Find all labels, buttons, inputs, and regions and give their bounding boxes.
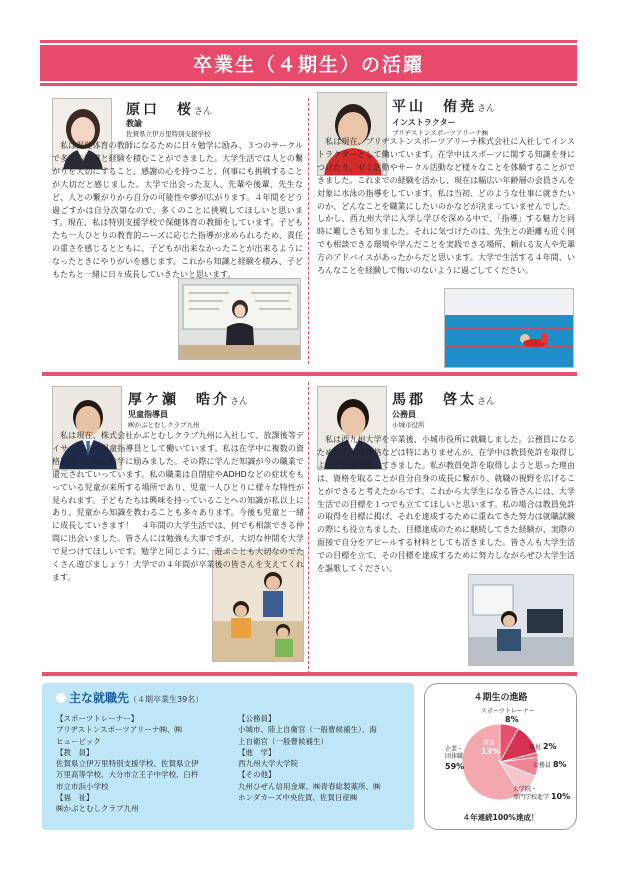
profile-name: 馬郡 啓太 — [392, 392, 477, 408]
pie-label-welfare: 福祉 2% — [529, 742, 557, 751]
profile-role: 児童指導員 — [128, 410, 168, 419]
profile-role: 公務員 — [392, 410, 416, 419]
career-progress-box — [424, 683, 577, 830]
profile-honorific: さん — [230, 397, 249, 407]
profile-name-row — [392, 389, 495, 409]
employer-line: 【福 祉】 — [56, 793, 94, 803]
progress-title: ４期生の進路 — [473, 693, 528, 703]
profile-org: ブリヂストンスポーツアリーナ㈱ — [392, 129, 489, 137]
profile-body-text: 私は現在、ブリヂストンスポーツアリーナ株式会社に入社してインストラクターとして働いています。在学中はスポーツに関する知識を身につけたり、ゼミ活動やサークル活動など様々なことを体験することができました。これまでの経験を活かし、現在は幅広い年齢層の会員さんを対象に水泳の指導をしています。私は当初、どのような仕事に就きたいのか、どんなことを職業にしたいのかなどが決まっていませんでした。しかし、西九州大学に入学し学びを深める中で、「指導」する魅力と同時に難しさも知りました。それに気づけたのは、先生との距離も近く何でも相談できる環境や学んだことを実践できる場所、頼れる友人や先輩方のアドバイスがあったからだと思います。大学で生活する４年間、いろんなことを経験して悔いのないように過ごしてください。 — [317, 137, 575, 276]
profile-body-text: 私は保健体育の教師になるために日々勉学に励み、３つのサークルで多くの知識と経験を積むことができました。大学生活では人との繋がりを大切にすること、感謝の心を持つこと、何事にも挑戦することが大切だと感じました。大学で出会った友人、先輩や後輩、先生など、人との繋がりから自分の可能性や夢が広がります。４年間をどう過ごすかは自分次第なので、多くのことに挑戦してほしいと思います。現在、私は特別支援学校で保健体育の教師をしています。子どもたち一人ひとりの教育的ニーズに応じた指導が求められるため、責任の重さを感じるとともに、子どもが出来なかったことが出来るようになったときにやりがいを感じます。これから知識と経験を積み、子どもたちと一緒に日々成長していきたいと思います。 — [52, 141, 303, 280]
employer-line: 上自衛官（一般曹候補生） — [238, 736, 328, 746]
title-top-stripe — [40, 40, 577, 43]
profile-name: 原口 桜 — [126, 102, 194, 118]
employer-line: 万里高等学校、大分市立王子中学校、臼杵 — [56, 770, 199, 780]
main-employers-box — [42, 683, 414, 830]
pie-label-company: 企業・ 団体職 — [445, 746, 464, 760]
employer-line: 【進 学】 — [238, 747, 276, 757]
employer-line: 【その他】 — [238, 770, 276, 780]
employers-heading: 主な就職先 — [69, 691, 130, 705]
employer-line: 九州ひぜん信用金庫、㈱青春総製薬所、㈱ — [238, 781, 381, 791]
profile-name: 平山 侑尭 — [392, 99, 477, 115]
profile-name: 厚ケ瀬 晧介 — [128, 392, 230, 408]
column-divider-bottom — [308, 382, 309, 674]
employer-line: 小城市、陸上自衛官（一般曹候補生）、海 — [238, 725, 377, 735]
pie-label-trainer: スポーツトレーナー — [481, 708, 535, 715]
bullet-dot-icon — [56, 693, 66, 703]
title-bottom-stripe — [40, 83, 577, 86]
pie-value-trainer: 8% — [505, 715, 519, 724]
title-band — [40, 45, 577, 81]
employer-line: 西九州大学大学院 — [238, 759, 298, 769]
pie-label-teacher: 教員 — [483, 740, 496, 747]
employer-line: ホンダカーズ中央佐賀、佐賀日産㈱ — [238, 793, 358, 803]
profile-role: インストラクター — [392, 118, 456, 127]
pie-label-grad: 大学院・ 専門学校進学 10% — [513, 786, 571, 801]
employer-line: ヒュービック — [56, 736, 101, 746]
profile-role: 教諭 — [126, 119, 142, 128]
profile-org: ㈱かぶとむしクラブ九州 — [128, 421, 200, 429]
column-divider-top — [308, 98, 309, 364]
employer-line: ㈱かぶとむしクラブ九州 — [56, 804, 139, 814]
profile-name-row — [128, 389, 248, 409]
progress-footer: ４年連続100%達成！ — [462, 813, 539, 822]
profile-name-row — [392, 96, 495, 116]
employers-subheading: （４期卒業生39名） — [129, 695, 204, 704]
profile-honorific: さん — [477, 397, 496, 407]
pie-value-teacher: 13% — [481, 747, 501, 756]
profile-name-row — [126, 99, 212, 119]
employer-line: 市立市浜小学校 — [56, 781, 109, 791]
employer-line: 【スポーツトレーナー】 — [56, 714, 139, 723]
section-divider-bottom — [42, 672, 577, 676]
profile-body-text: 私は西九州大学を卒業後、小城市役所に就職しました。公務員になるために必要な資格などは特にありませんが、在学中は教員免許を取得しようと日々学習してきました。私が教員免許を取得しようと思った理由は、資格を取ることが自分自身の成長に繋がり、就職の視野を広げることができると考えたからです。これから大学生になる皆さんには、大学生活での目標を１つでも立ててほしいと思います。私の場合は教員免許の取得を目標に掲げ、それを達成するために重ねてきた努力は就職試験の際にも役立ちました。目標達成のために継続してきた経験が、実際の面接で自分をアピールする材料としても活きました。皆さんも大学生活での目標を立て、その目標を達成するために努力しながらぜひ大学生活を謳歌してください。 — [317, 435, 575, 574]
pie-label-public: 公務員 8% — [533, 760, 567, 769]
employer-line: 佐賀県立伊万里特別支援学校、佐賀県立伊 — [56, 759, 199, 769]
employer-line: 【教 員】 — [56, 747, 94, 757]
profile-org: 小城市役所 — [392, 421, 425, 429]
section-divider-middle — [42, 372, 577, 376]
pie-value-company: 59% — [445, 762, 465, 771]
page-title-banner — [40, 40, 577, 90]
employer-line: 【公務員】 — [238, 714, 276, 723]
profile-org: 佐賀県立伊万里特別支援学校 — [126, 130, 211, 138]
profile-body-text: 私は現在、株式会社かぶとむしクラブ九州に入社して、放課後等デイサービスの児童指導員として働いています。私は在学中に複数の資格取得のために勉学に励みました。その際に学んだ知識が今の職業で還元されていっています。私の職業は自閉症やADHDなどの症状をもっている児童が来所する場所であり、児童一人ひとりに様々な特性が見られます。子どもたちは興味を持っていることへの知識が私以上にあり、児童から知識を教わることも多々あります。今後も児童と一緒に成長していきます！ ４年間の大学生活では、何でも相談できる仲間に出会いました。皆さんには勉強も大事ですが、大切な仲間を大学で見つけてほしいです。勉学と同じように、遊ぶことも大切なのでたくさん遊びましょう！大学での４年間が卒業後の皆さんを支えてくれます。 — [52, 431, 304, 582]
employers-left-column — [56, 713, 234, 815]
page-title: 卒業生（４期生）の活躍 — [192, 53, 424, 76]
profile-honorific: さん — [194, 107, 213, 117]
employer-line: ブリヂストンスポーツアリーナ㈱、㈱ — [56, 725, 182, 735]
employers-heading-row — [56, 689, 203, 706]
employers-right-column — [238, 713, 410, 803]
profile-honorific: さん — [477, 104, 496, 114]
